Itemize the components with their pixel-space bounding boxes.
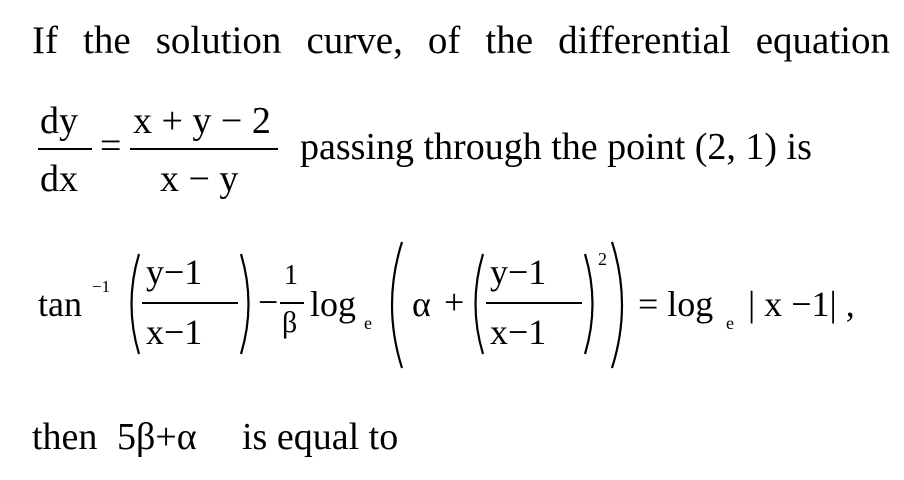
fraction2-bar [486,302,582,304]
word: of [427,19,461,62]
dy-numerator: dy [40,100,78,142]
tan-function: tan [38,284,82,324]
fraction1-denominator: x−1 [146,312,203,352]
right-paren [238,252,258,356]
coef-numerator: 1 [284,260,298,291]
inverse-exponent: −1 [92,277,111,296]
word: the [83,19,131,62]
is-equal-to: is equal to [242,416,399,458]
coef-denominator: β [282,306,298,339]
ode-equals: = [100,125,122,167]
log-base: e [364,313,372,333]
plus-sign: + [444,282,465,322]
power-two: 2 [598,249,607,269]
dx-denominator: dx [40,158,78,200]
word: the [485,19,534,62]
question-line-1 [32,18,890,63]
inner-left-paren [466,252,486,356]
answer-expression: 5β+α [117,416,197,458]
left-paren [122,252,142,356]
coef-fraction-bar [280,302,304,304]
word: If [32,19,58,62]
log-function: log [310,284,357,324]
word: curve, [306,19,403,62]
fraction1-numerator: y−1 [146,252,203,292]
fraction2-numerator: y−1 [490,252,547,292]
ode-rhs-numerator: x + y − 2 [133,100,271,142]
word: solution [155,19,282,62]
ode-description: passing through the point (2, 1) is [300,126,812,168]
minus-sign: − [258,282,279,322]
outer-left-paren [380,240,406,370]
fraction2-denominator: x−1 [490,312,547,352]
outer-right-paren [608,240,634,370]
alpha-symbol: α [412,284,431,324]
ode-rhs-denominator: x − y [160,158,239,200]
rhs-absolute-value: | x −1| , [748,284,855,324]
then-word: then [32,416,98,458]
word: differential [558,19,731,62]
ode-rhs-fraction-bar [130,148,278,150]
fraction1-bar [142,302,238,304]
rhs-log-base: e [726,313,734,333]
word: equation [755,19,890,62]
dy-dx-fraction-bar [38,148,92,150]
rhs-log: = log [638,284,714,324]
